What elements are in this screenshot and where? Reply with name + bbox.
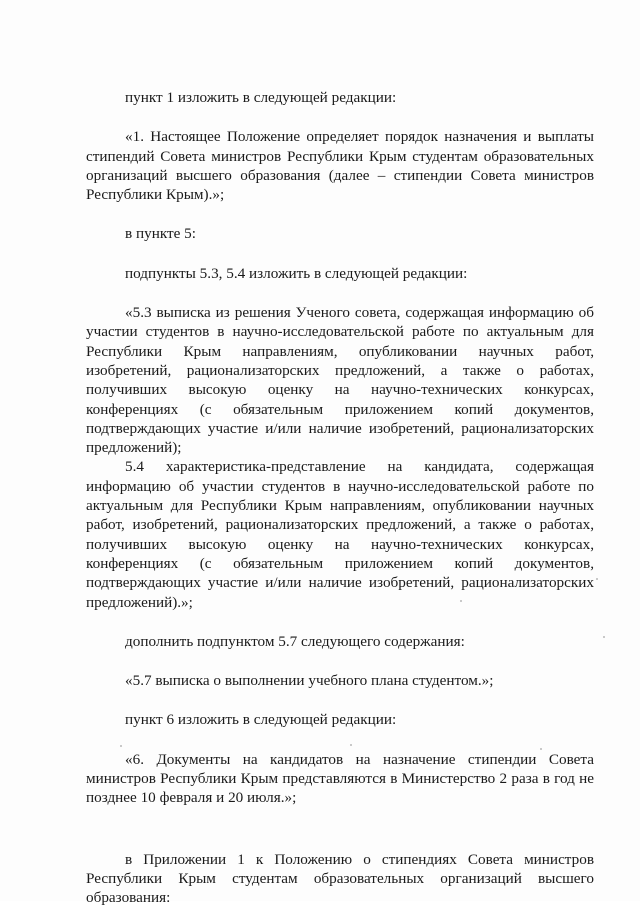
scan-speck — [603, 636, 605, 638]
scan-speck — [596, 578, 598, 580]
paragraph-1: пункт 1 изложить в следующей редакции: — [125, 89, 397, 106]
scan-speck — [350, 744, 352, 746]
paragraph-8: «5.7 выписка о выполнении учебного плана студентом.»; — [125, 672, 494, 690]
paragraph-5: «5.3 выписка из решения Ученого совета, содержащая информацию об участии студентов в научно-исследовательской работе по актуальным для Республики Крым направлениям, опубликовании научных работ, изобретений, рационализаторских предложений, а также о работах, получивших высокую оценку на научно-технических конкурсах, конференциях (с обязательным приложением копий документов, подтверждающих участие и/или наличие изобретений, рационализаторских предложений); — [86, 304, 594, 457]
paragraph-11: в Приложении 1 к Положению о стипендиях Совета министров Республики Крым студентам образовательных организаций высшего образования: — [86, 850, 594, 907]
paragraph-2: «1. Настоящее Положение определяет порядок назначения и выплаты стипендий Совета министров Республики Крым студентам образовательных организаций высшего образования (далее – стипендии Совета министров Республики Крым).»; — [86, 128, 594, 204]
paragraph-7: дополнить подпунктом 5.7 следующего содержания: — [125, 632, 465, 650]
paragraph-6: 5.4 характеристика-представление на кандидата, содержащая информацию об участии студентов в научно-исследовательской работе по актуальным для Республики Крым направлениям, опубликовании научных работ, изобретений, рационализаторских предложений, а также о работах, получивших высокую оценку на научно-технических конкурсах, конференциях (с обязательным приложением копий документов, подтверждающих участие и/или наличие изобретений, рационализаторских предложений).»; — [86, 458, 594, 611]
paragraph-4: подпункты 5.3, 5.4 изложить в следующей редакции: — [125, 264, 468, 282]
scan-speck — [120, 745, 122, 747]
scan-speck — [540, 748, 542, 750]
paragraph-10: «6. Документы на кандидатов на назначение стипендии Совета министров Республики Крым представляются в Министерство 2 раза в год не позднее 10 февраля и 20 июля.»; — [86, 750, 594, 807]
paragraph-3: в пункте 5: — [125, 225, 196, 243]
document-body — [86, 88, 594, 908]
paragraph-9: пункт 6 изложить в следующей редакции: — [125, 711, 397, 729]
scan-speck — [460, 600, 462, 602]
